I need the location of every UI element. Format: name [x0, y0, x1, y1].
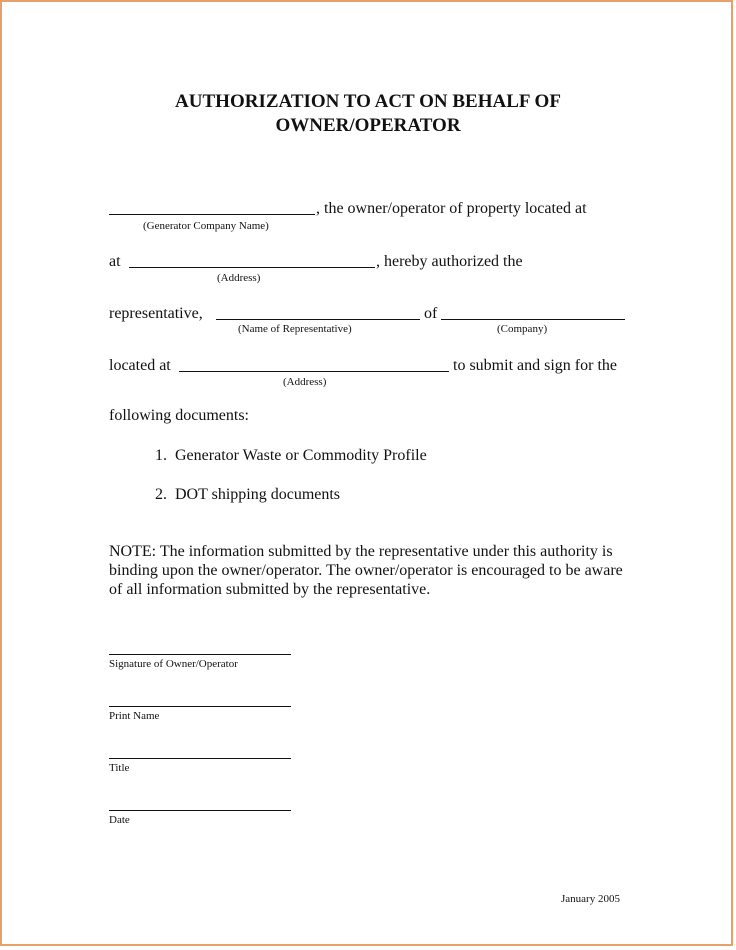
line3-prefix: representative,: [109, 305, 203, 322]
representative-name-field[interactable]: [216, 319, 420, 320]
generator-company-name-caption: (Generator Company Name): [143, 220, 269, 232]
generator-company-name-field[interactable]: [109, 214, 315, 215]
note-paragraph: NOTE: The information submitted by the representative under this authority is binding upon the owner/operator. The owner/operator is encouraged to be aware of all information submitted by the representative.: [109, 543, 623, 598]
line4-text: to submit and sign for the: [453, 357, 617, 374]
line2-text: , hereby authorized the: [376, 253, 523, 270]
company-field[interactable]: [441, 319, 625, 320]
date-field[interactable]: [109, 810, 291, 811]
title-field[interactable]: [109, 758, 291, 759]
list-item: [155, 485, 340, 505]
address-caption-1: (Address): [217, 272, 261, 284]
representative-name-caption: (Name of Representative): [238, 323, 352, 335]
company-caption: (Company): [497, 323, 548, 335]
line1-text: , the owner/operator of property located at: [316, 200, 587, 217]
line5-text: following documents:: [109, 407, 249, 424]
list-item: [155, 446, 427, 466]
line4-prefix: located at: [109, 357, 171, 374]
title-line-2: OWNER/OPERATOR: [275, 115, 461, 136]
signature-field[interactable]: [109, 654, 291, 655]
date-label: Date: [109, 814, 130, 826]
title-line-1: AUTHORIZATION TO ACT ON BEHALF OF: [175, 91, 561, 112]
list-item-text: Generator Waste or Commodity Profile: [175, 447, 427, 464]
print-name-field[interactable]: [109, 706, 291, 707]
signature-label: Signature of Owner/Operator: [109, 658, 238, 670]
address-caption-2: (Address): [283, 376, 327, 388]
list-item-number: 2.: [155, 486, 167, 503]
line2-prefix: at: [109, 253, 121, 270]
title-label: Title: [109, 762, 130, 774]
list-item-text: DOT shipping documents: [175, 486, 341, 503]
list-item-number: 1.: [155, 447, 167, 464]
footer-date: January 2005: [561, 893, 620, 905]
print-name-label: Print Name: [109, 710, 160, 722]
line3-of: of: [424, 305, 438, 322]
address-field-2[interactable]: [179, 371, 449, 372]
address-field-1[interactable]: [129, 267, 375, 268]
